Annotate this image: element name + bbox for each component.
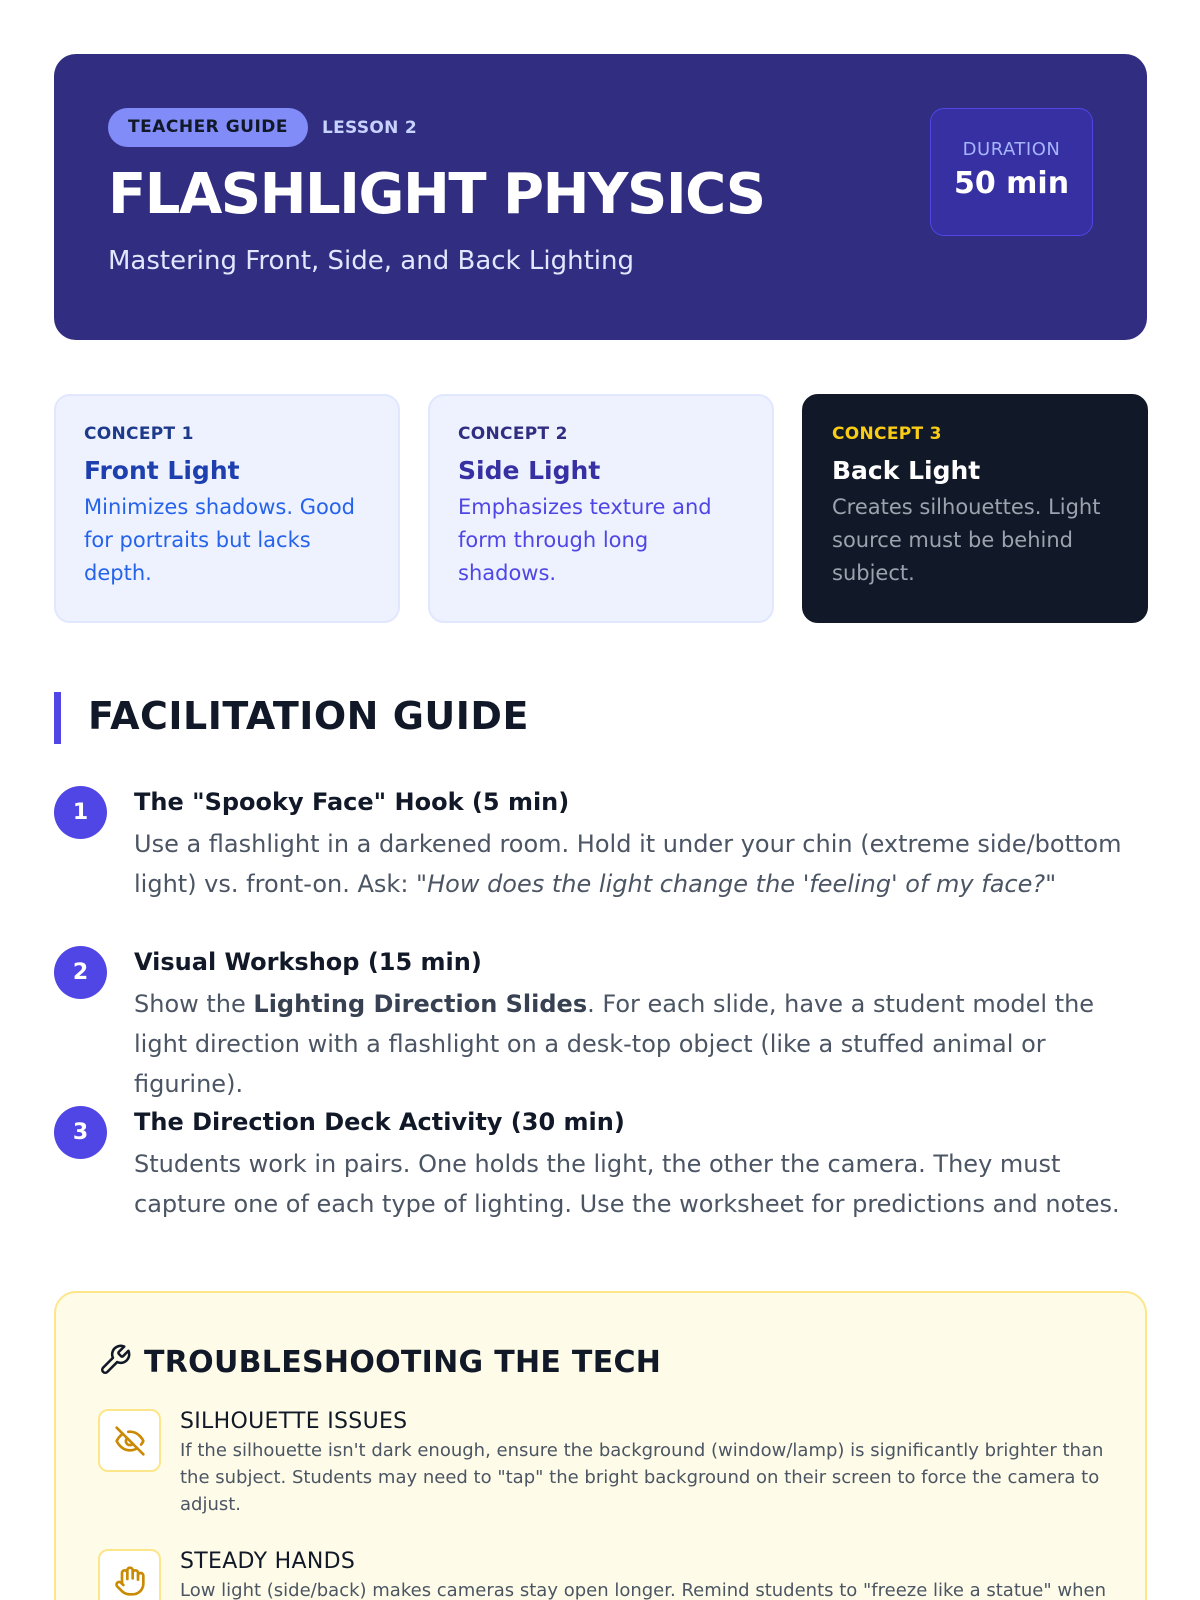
concept-tag: CONCEPT 2 <box>458 424 568 444</box>
step-emphasis: Lighting Direction Slides <box>253 990 588 1018</box>
tip-title: STEADY HANDS <box>180 1549 356 1574</box>
wrench-icon <box>98 1343 132 1382</box>
tip-text: If the silhouette isn't dark enough, ensure the background (window/lamp) is significantly brighter than the subject. Students may need to "tap" the bright background on their screen to force the camera to adjust. <box>180 1440 1104 1515</box>
concept-card-back-light <box>802 394 1148 623</box>
concept-description: Creates silhouettes. Light source must be behind subject. <box>832 495 1101 585</box>
concept-description: Emphasizes texture and form through long shadows. <box>458 495 712 585</box>
concept-card-side-light <box>428 394 774 623</box>
troubleshooting-panel <box>54 1291 1147 1600</box>
step-number: 2 <box>54 946 107 999</box>
section-accent-bar <box>54 692 61 744</box>
eye-off-icon <box>98 1409 161 1472</box>
concept-card-front-light <box>54 394 400 623</box>
concept-tag: CONCEPT 1 <box>84 424 194 444</box>
duration-value: 50 min <box>953 166 1070 201</box>
hand-icon <box>98 1549 161 1600</box>
section-title: FACILITATION GUIDE <box>88 694 529 738</box>
step-quote: "How does the light change the 'feeling' of my face?" <box>416 870 1057 898</box>
duration-box <box>930 108 1093 236</box>
teacher-guide-badge: TEACHER GUIDE <box>108 108 308 147</box>
concept-tag: CONCEPT 3 <box>832 424 942 444</box>
step-number: 3 <box>54 1106 107 1159</box>
step-title: The "Spooky Face" Hook (5 min) <box>134 788 570 816</box>
concept-name: Back Light <box>832 456 981 485</box>
troubleshooting-header <box>98 1343 661 1382</box>
concept-description: Minimizes shadows. Good for portraits but lacks depth. <box>84 495 356 585</box>
step-text: Show the Lighting Direction Slides. For each slide, have a student model the light direction with a flashlight on a desk-top object (like a stuffed animal or figurine). <box>134 990 1095 1098</box>
page-title: FLASHLIGHT PHYSICS <box>108 162 765 227</box>
step-title: Visual Workshop (15 min) <box>134 948 482 976</box>
step-title: The Direction Deck Activity (30 min) <box>134 1108 625 1136</box>
tip-text: Low light (side/back) makes cameras stay open longer. Remind students to "freeze like a statue" when <box>180 1580 1106 1600</box>
concept-name: Front Light <box>84 456 240 485</box>
lesson-label: LESSON 2 <box>322 117 417 138</box>
hero-badges <box>108 108 417 147</box>
step-text: Students work in pairs. One holds the light, the other the camera. They must capture one of each type of lighting. Use the worksheet for predictions and notes. <box>134 1150 1120 1218</box>
hero-banner <box>54 54 1147 340</box>
tip-title: SILHOUETTE ISSUES <box>180 1409 408 1434</box>
step-text: Use a flashlight in a darkened room. Hold it under your chin (extreme side/bottom light) vs. front-on. Ask: "How does the light change the 'feeling' of my face?" <box>134 830 1122 898</box>
concept-name: Side Light <box>458 456 601 485</box>
troubleshooting-title: TROUBLESHOOTING THE TECH <box>144 1345 662 1380</box>
step-number: 1 <box>54 786 107 839</box>
duration-label: DURATION <box>962 139 1061 160</box>
page-subtitle: Mastering Front, Side, and Back Lighting <box>108 246 634 276</box>
